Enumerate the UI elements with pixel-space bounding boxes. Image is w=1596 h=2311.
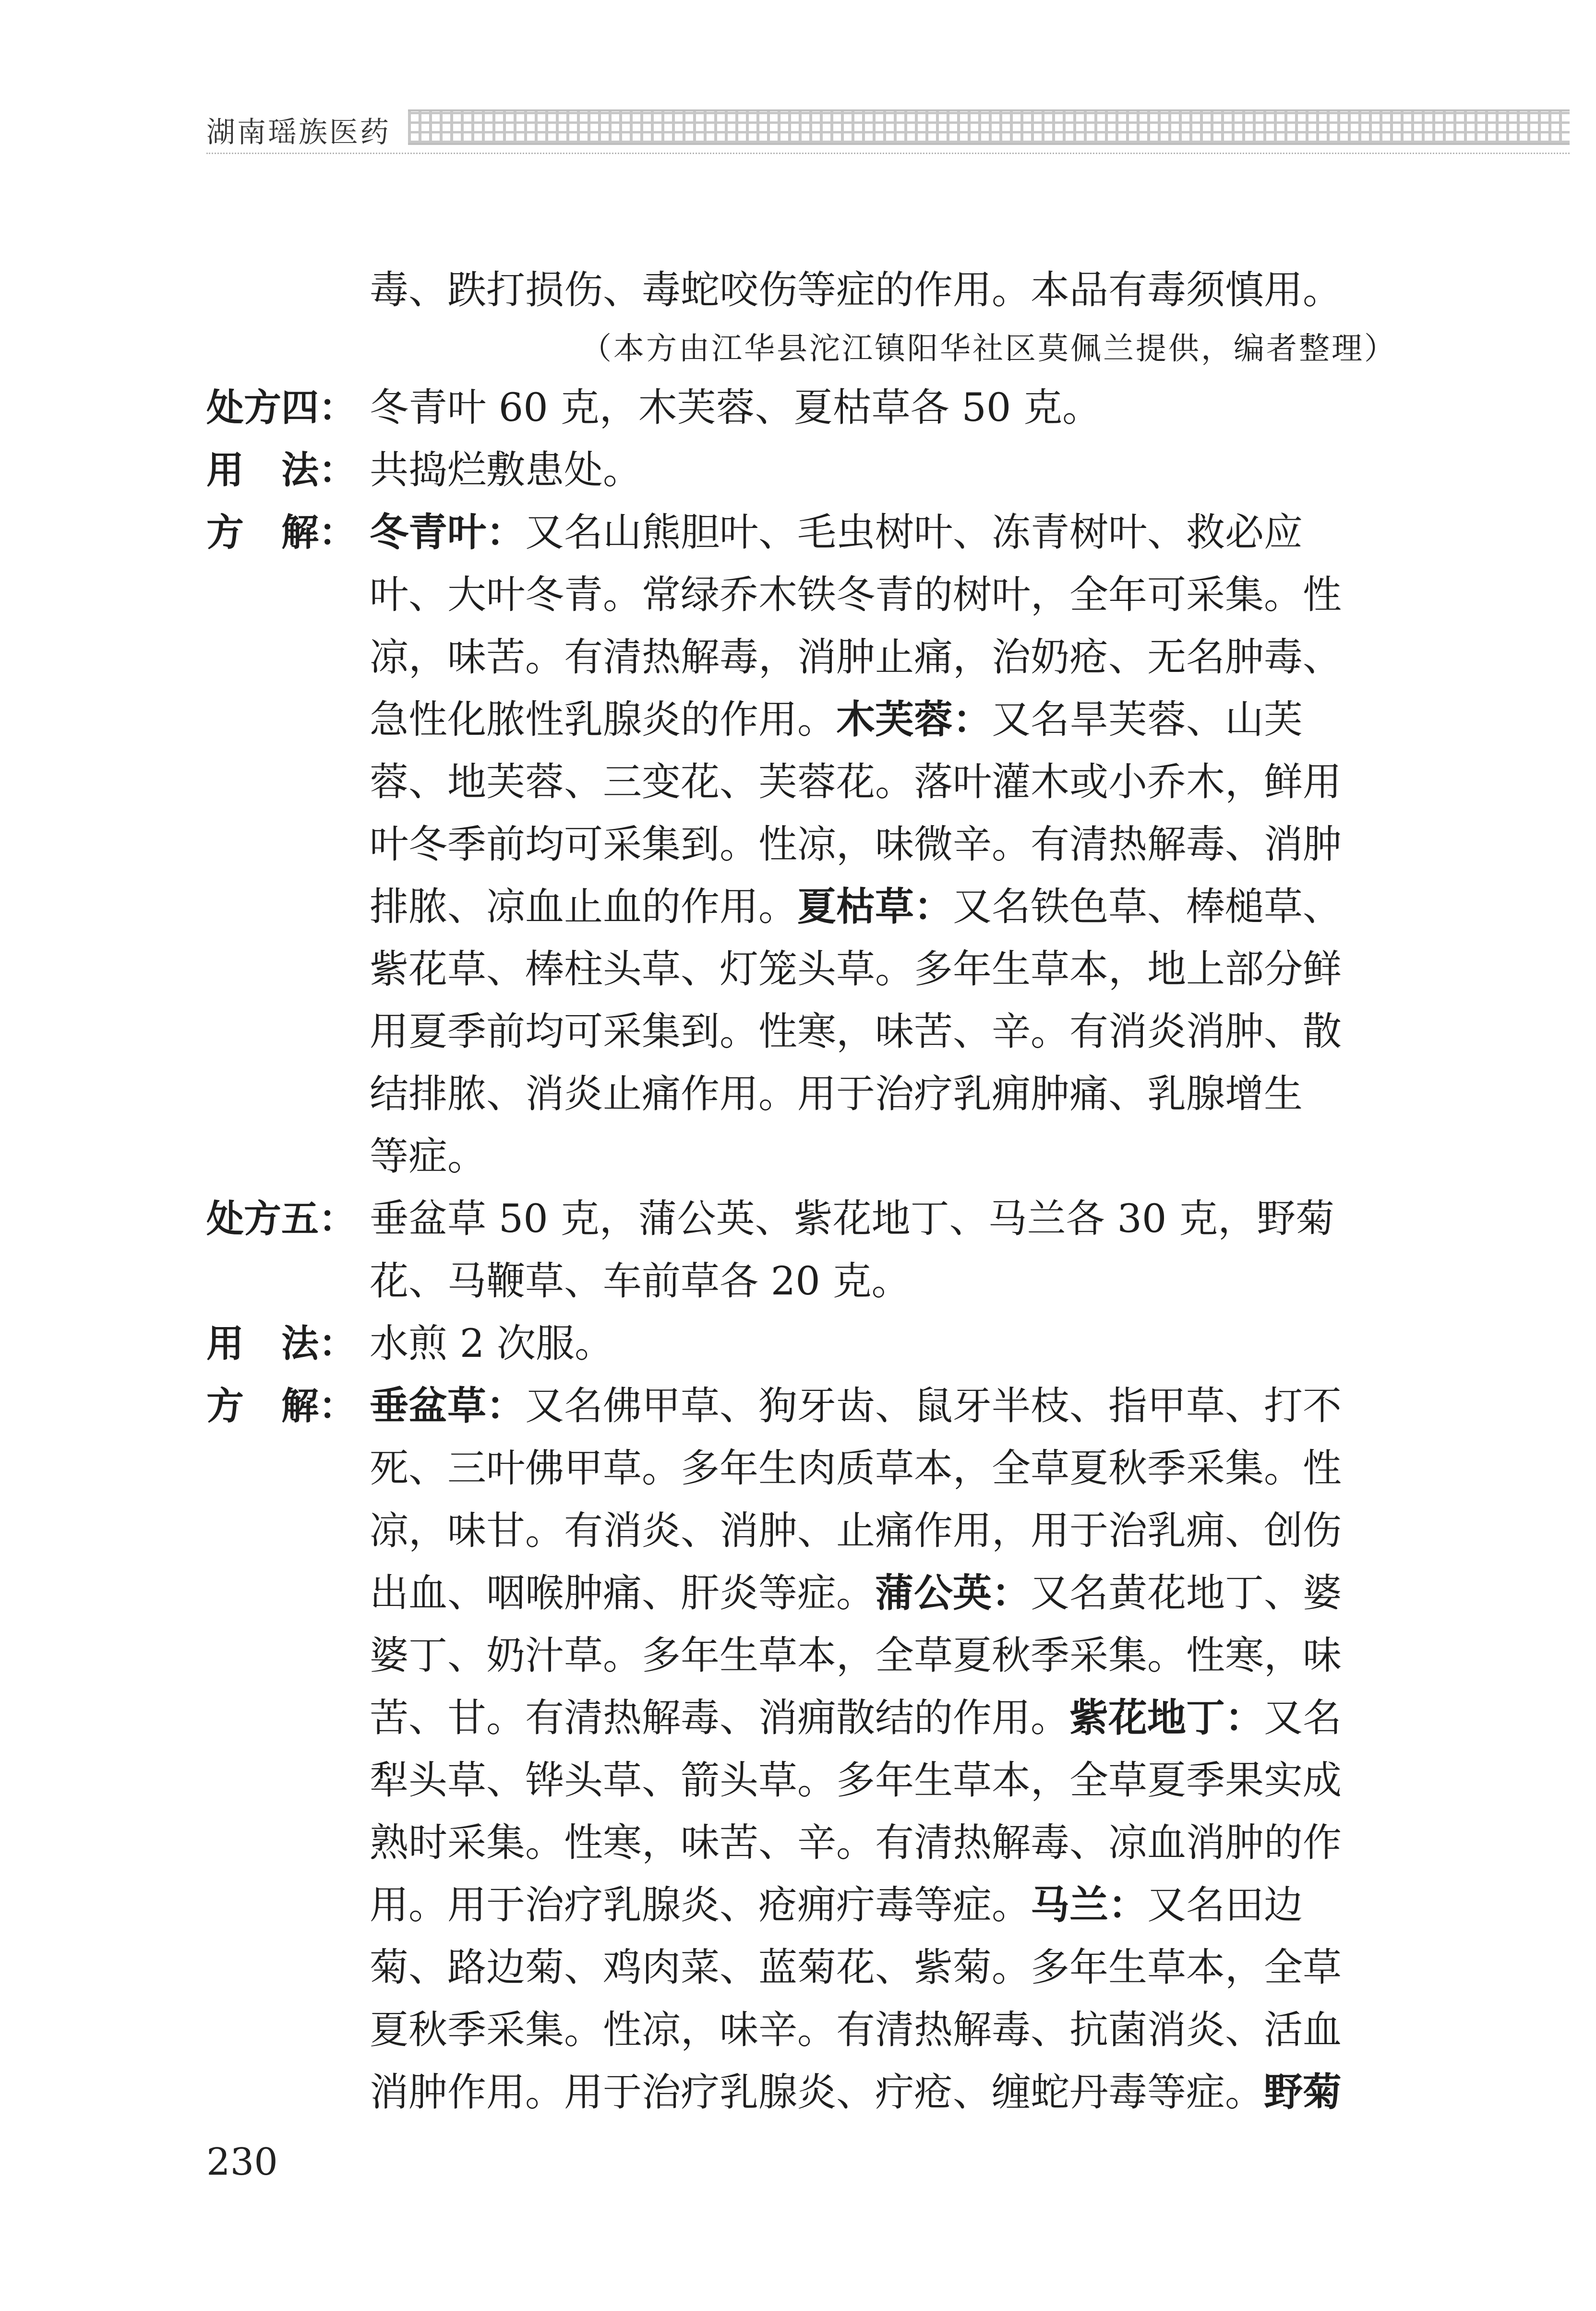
explanation-line: 菊、路边菊、鸡肉菜、蓝菊花、紫菊。多年生草本，全草: [370, 1945, 1342, 1990]
prescription-text: [370, 1188, 1334, 1313]
paragraph-line: 毒、跌打损伤、毒蛇咬伤等症的作用。本品有毒须慎用。: [370, 268, 1342, 313]
running-header: [206, 101, 1570, 154]
explanation-line: 叶冬季前均可采集到。性凉，味微辛。有清热解毒、消肿: [370, 822, 1342, 867]
header-ornament: [408, 109, 1570, 145]
section-label: 用 法：: [206, 1322, 357, 1365]
explanation-2: [206, 1375, 1406, 2124]
explanation-line: 死、三叶佛甲草。多年生肉质草本，全草夏秋季采集。性: [370, 1446, 1342, 1491]
explanation-text: [370, 502, 1342, 1188]
herb-term: 野菊: [1264, 2070, 1342, 2115]
explanation-line: 夏秋季采集。性凉，味辛。有清热解毒、抗菌消炎、活血: [370, 2008, 1342, 2053]
usage-2: [206, 1313, 1406, 1375]
explanation-line: 等症。: [370, 1134, 487, 1179]
explanation-line: 苦、甘。有清热解毒、消痈散结的作用。紫花地丁：又名: [370, 1696, 1342, 1741]
prescription-5: [206, 1188, 1406, 1313]
section-label: 方 解：: [206, 511, 357, 554]
explanation-line: 排脓、凉血止血的作用。夏枯草：又名铁色草、棒槌草、: [370, 885, 1342, 930]
explanation-line: 凉，味苦。有清热解毒，消肿止痛，治奶疮、无名肿毒、: [370, 635, 1342, 680]
explanation-line: 急性化脓性乳腺炎的作用。木芙蓉：又名旱芙蓉、山芙: [370, 697, 1303, 742]
explanation-line: 蓉、地芙蓉、三变花、芙蓉花。落叶灌木或小乔木，鲜用: [370, 760, 1342, 805]
page-number: 230: [206, 2141, 278, 2184]
explanation-text: [370, 1375, 1342, 2124]
explanation-line: 冬青叶：又名山熊胆叶、毛虫树叶、冻青树叶、救必应: [370, 510, 1303, 555]
page-body: [206, 259, 1406, 2124]
section-label: 用 法：: [206, 449, 357, 492]
explanation-line: 垂盆草：又名佛甲草、狗牙齿、鼠牙半枝、指甲草、打不: [370, 1384, 1342, 1429]
section-label: 处方四：: [206, 386, 357, 430]
herb-term: 蒲公英：: [875, 1571, 1031, 1616]
explanation-line: 消肿作用。用于治疗乳腺炎、疔疮、缠蛇丹毒等症。野菊: [370, 2070, 1342, 2115]
header-divider: [206, 153, 1570, 154]
herb-term: 马兰：: [1031, 1883, 1148, 1928]
usage-1: [206, 439, 1406, 502]
explanation-line: 出血、咽喉肿痛、肝炎等症。蒲公英：又名黄花地丁、婆: [370, 1571, 1342, 1616]
prescription-line: 花、马鞭草、车前草各 20 克。: [370, 1259, 911, 1304]
explanation-line: 熟时采集。性寒，味苦、辛。有清热解毒、凉血消肿的作: [370, 1820, 1342, 1866]
section-label: 方 解：: [206, 1385, 357, 1428]
herb-term: 冬青叶：: [370, 510, 526, 555]
explanation-line: 凉，味甘。有消炎、消肿、止痛作用，用于治乳痈、创伤: [370, 1509, 1342, 1554]
running-header-title: 湖南瑶族医药: [206, 116, 391, 149]
herb-term: 垂盆草：: [370, 1384, 526, 1429]
explanation-line: 叶、大叶冬青。常绿乔木铁冬青的树叶，全年可采集。性: [370, 573, 1342, 618]
explanation-line: 紫花草、棒柱头草、灯笼头草。多年生草本，地上部分鲜: [370, 947, 1342, 992]
herb-term: 木芙蓉：: [836, 697, 992, 742]
explanation-line: 婆丁、奶汁草。多年生草本，全草夏秋季采集。性寒，味: [370, 1633, 1342, 1678]
explanation-line: 用。用于治疗乳腺炎、疮痈疔毒等症。马兰：又名田边: [370, 1883, 1303, 1928]
prescription-text: 冬青叶 60 克，木芙蓉、夏枯草各 50 克。: [370, 385, 1102, 431]
explanation-line: 犁头草、铧头草、箭头草。多年生草本，全草夏季果实成: [370, 1758, 1342, 1803]
prescription-4: [206, 377, 1406, 439]
usage-text: 水煎 2 次服。: [370, 1321, 614, 1366]
explanation-line: 结排脓、消炎止痛作用。用于治疗乳痈肿痛、乳腺增生: [370, 1072, 1303, 1117]
usage-text: 共捣烂敷患处。: [370, 448, 642, 493]
herb-term: 夏枯草：: [797, 885, 953, 930]
section-label: 处方五：: [206, 1197, 357, 1241]
explanation-line: 用夏季前均可采集到。性寒，味苦、辛。有消炎消肿、散: [370, 1009, 1342, 1054]
source-credit: （本方由江华县沱江镇阳华社区莫佩兰提供，编者整理）: [581, 331, 1397, 367]
prescription-line: 垂盆草 50 克，蒲公英、紫花地丁、马兰各 30 克，野菊: [370, 1197, 1335, 1242]
explanation-1: [206, 502, 1406, 1188]
herb-term: 紫花地丁：: [1069, 1696, 1264, 1741]
